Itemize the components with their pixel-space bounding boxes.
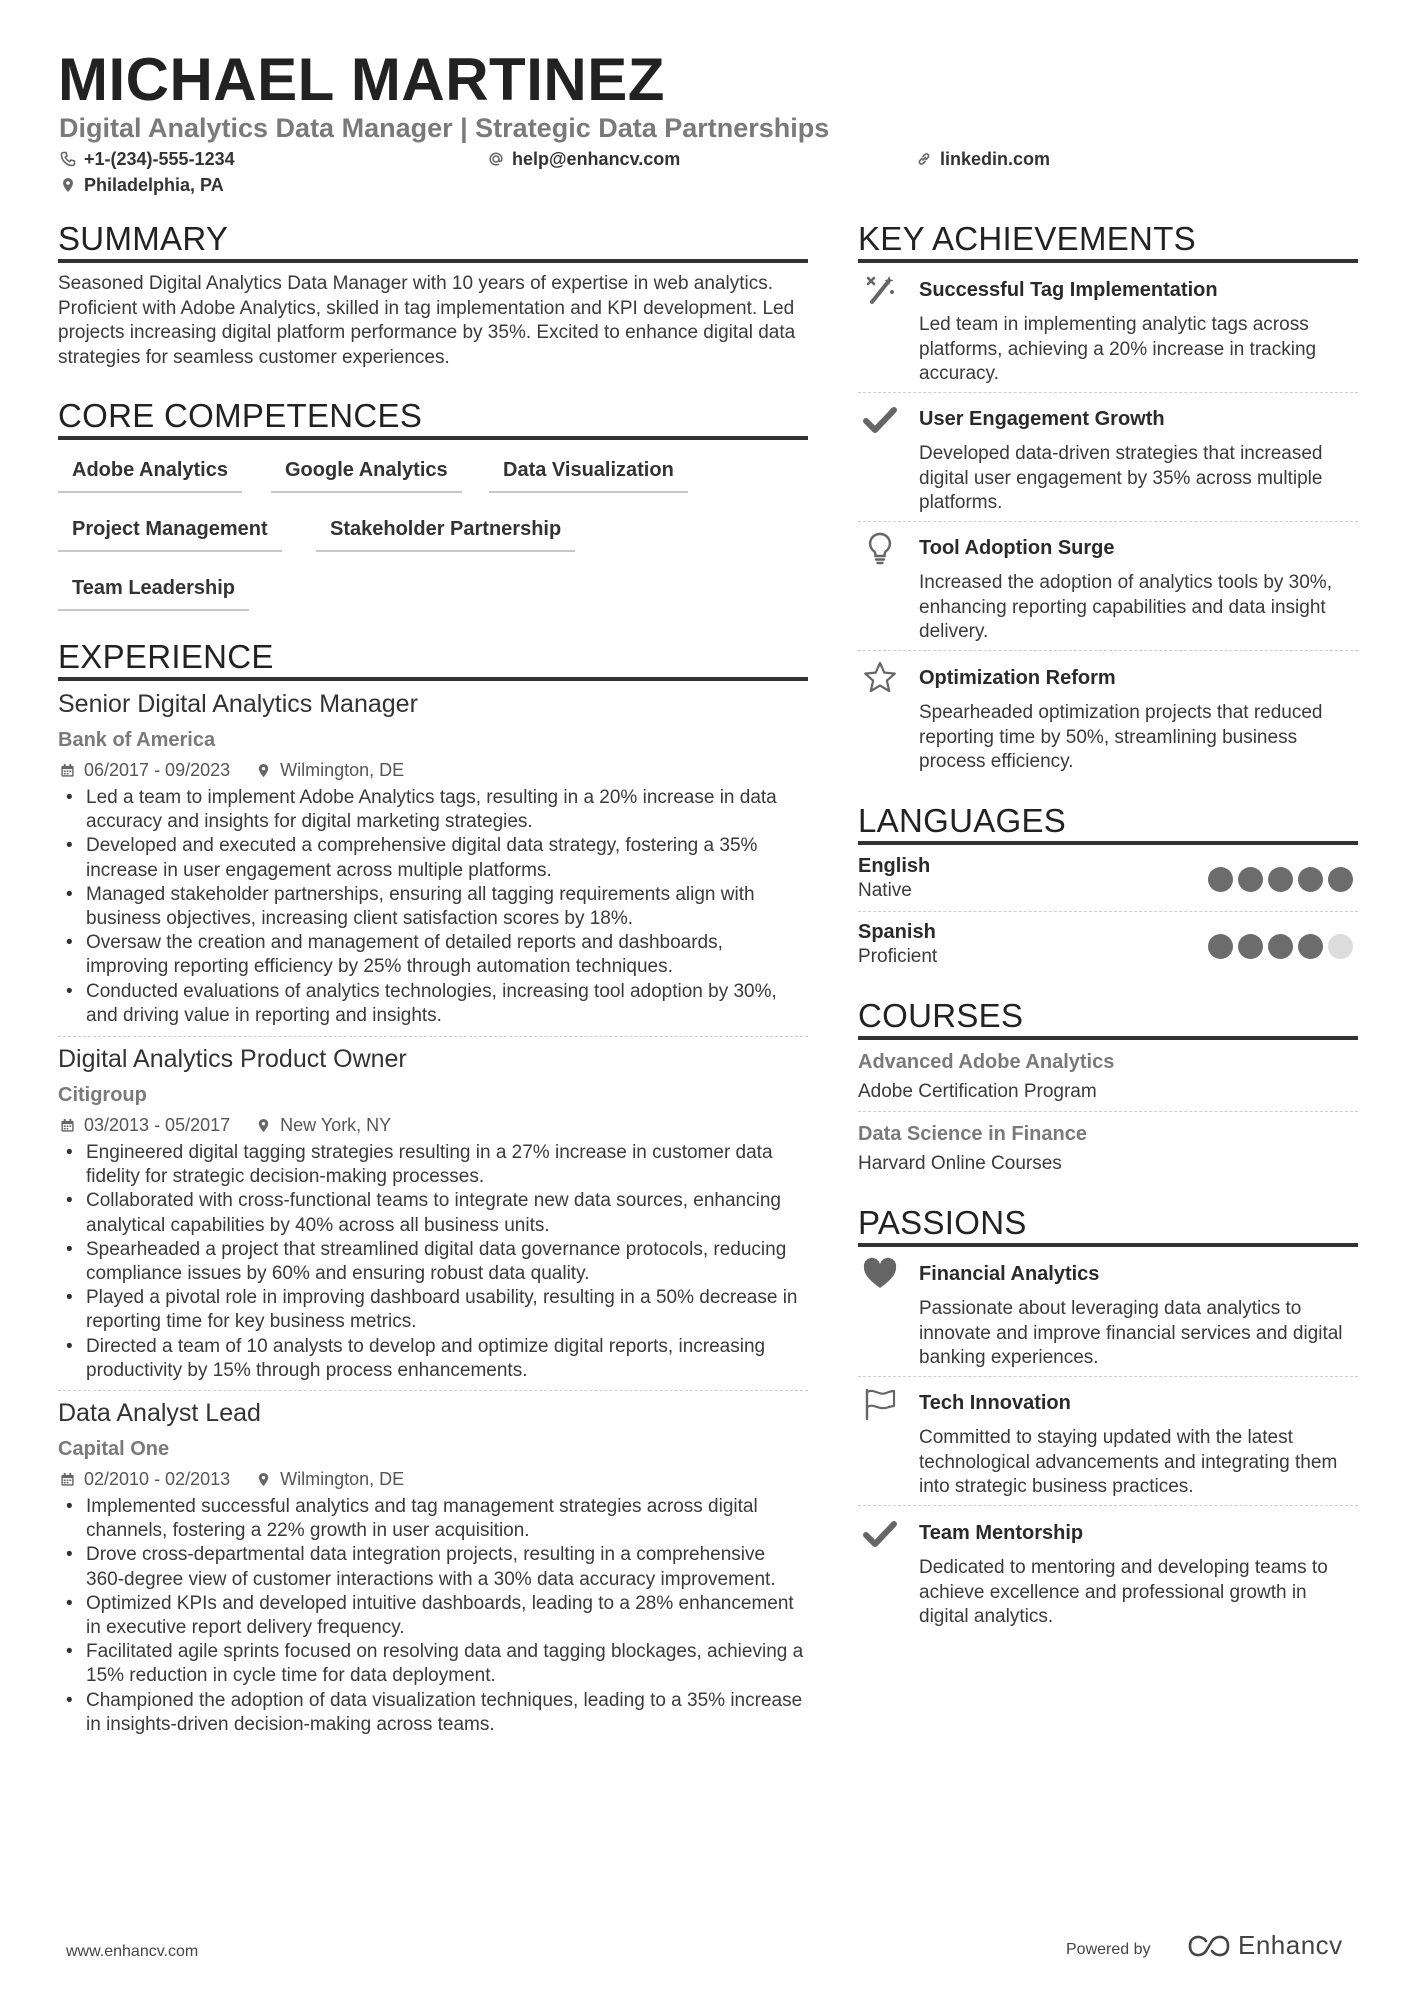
language-level: Native [858,880,912,901]
passion-description: Committed to staying updated with the latest technological advancements and integrating them into strategic business practices. [919,1427,1338,1497]
achievement-title: User Engagement Growth [919,408,1165,430]
achievement-description: Led team in implementing analytic tags across platforms, achieving a 20% increase in tracking accuracy. [919,314,1317,384]
achievement-title: Successful Tag Implementation [919,279,1218,301]
contact-location [60,174,224,196]
language-rating [1208,934,1353,959]
achievement-title: Optimization Reform [919,667,1116,689]
language-name: English [858,855,931,877]
job-company: Capital One [58,1438,170,1460]
rating-dot-filled [1328,867,1353,892]
job-location-text: New York, NY [280,1115,392,1135]
achievement-description: Spearheaded optimization projects that reduced reporting time by 50%, streamlining business process efficiency. [919,702,1323,772]
link-icon [916,151,932,167]
calendar-icon [60,1118,75,1133]
course-divider [858,1111,1358,1112]
job-dates: 02/2010 - 02/2013 [84,1469,231,1489]
job-role: Senior Digital Analytics Manager [58,690,418,718]
job-location-text: Wilmington, DE [280,1469,405,1489]
summary-text: Seasoned Digital Analytics Data Manager with 10 years of expertise in web analytics. Proficient with Adobe Analytics, skilled in tag implementation and KPI development. Led projects increasing digital platform performance by 35%. Excited to enhance digital data strategies for seamless customer experiences. [58,273,796,368]
location-pin-icon [256,1118,271,1133]
course-provider: Adobe Certification Program [858,1081,1097,1102]
competences-rule [58,436,808,440]
job-bullet: • Developed and executed a comprehensive digital data strategy, fostering a 35% increase in user engagement across multiple platforms. [58,834,808,882]
job-bullets [58,1495,808,1737]
contact-phone [60,148,235,170]
job-location-text: Wilmington, DE [280,760,405,780]
competence-chip: Stakeholder Partnership [316,514,575,552]
rating-dot-empty [1328,934,1353,959]
competence-chip: Project Management [58,514,282,552]
rating-dot-filled [1298,934,1323,959]
course-title: Data Science in Finance [858,1123,1087,1145]
location-text: Philadelphia, PA [84,175,224,195]
check-icon [862,1516,898,1552]
rating-dot-filled [1298,867,1323,892]
job-bullets [58,786,808,1028]
language-divider [858,911,1358,912]
languages-rule [858,841,1358,845]
job-bullet: • Implemented successful analytics and tag management strategies across digital channels, fostering a 22% growth in user acquisition. [58,1495,808,1543]
passion-description: Dedicated to mentoring and developing teams to achieve excellence and professional growth in digital analytics. [919,1557,1328,1627]
language-level: Proficient [858,946,938,967]
job-role: Data Analyst Lead [58,1399,261,1427]
calendar-icon [60,763,75,778]
location-pin-icon [60,177,76,193]
job-divider [58,1390,808,1391]
rating-dot-filled [1268,867,1293,892]
rating-dot-filled [1238,867,1263,892]
job-bullet: • Drove cross-departmental data integration projects, resulting in a comprehensive 360-degree view of customer interactions with a 30% data accuracy improvement. [58,1543,808,1591]
footer-powered-by: Powered by [1066,1941,1151,1958]
competences-heading: CORE COMPETENCES [58,397,423,434]
achievements-rule [858,259,1358,263]
job-bullet: • Engineered digital tagging strategies resulting in a 27% increase in customer data fidelity for strategic decision-making processes. [58,1141,808,1189]
location-pin-icon [256,763,271,778]
at-icon [488,151,504,167]
job-bullet: • Played a pivotal role in improving dashboard usability, resulting in a 50% decrease in reporting time for key business metrics. [58,1286,808,1334]
languages-heading: LANGUAGES [858,802,1067,839]
experience-rule [58,677,808,681]
achievement-title: Tool Adoption Surge [919,537,1115,559]
enhancv-logo-icon [1186,1933,1232,1959]
achievement-divider [858,392,1358,393]
summary-heading: SUMMARY [58,220,229,257]
course-title: Advanced Adobe Analytics [858,1051,1115,1073]
contact-linkedin [916,148,1050,170]
phone-text[interactable]: +1-(234)-555-1234 [84,149,235,169]
job-bullet: • Oversaw the creation and management of detailed reports and dashboards, improving reporting efficiency by 25% through automation techniques. [58,931,808,979]
candidate-name: MICHAEL MARTINEZ [58,46,665,113]
footer-website[interactable]: www.enhancv.com [66,1943,199,1960]
job-divider [58,1036,808,1037]
passion-title: Financial Analytics [919,1263,1100,1285]
passion-divider [858,1505,1358,1506]
passions-heading: PASSIONS [858,1204,1027,1241]
job-bullet: • Facilitated agile sprints focused on resolving data and tagging blockages, achieving a 15% reduction in cycle time for data deployment. [58,1640,808,1688]
courses-rule [858,1036,1358,1040]
job-dates: 06/2017 - 09/2023 [84,760,231,780]
competence-chip: Adobe Analytics [58,455,242,493]
passion-description: Passionate about leveraging data analytics to innovate and improve financial services and digital banking experiences. [919,1298,1343,1368]
rating-dot-filled [1268,934,1293,959]
job-bullet: • Championed the adoption of data visualization techniques, leading to a 35% increase in insights-driven decision-making across teams. [58,1689,808,1737]
flag-icon [862,1386,898,1422]
rating-dot-filled [1238,934,1263,959]
email-text[interactable]: help@enhancv.com [512,149,681,169]
footer-brand-text: Enhancv [1238,1930,1343,1960]
rating-dot-filled [1208,934,1233,959]
job-location [256,1114,391,1136]
job-dates: 03/2013 - 05/2017 [84,1115,231,1135]
job-location [256,759,404,781]
passion-title: Team Mentorship [919,1522,1084,1544]
job-role: Digital Analytics Product Owner [58,1045,407,1073]
job-location [256,1468,404,1490]
job-company: Bank of America [58,729,216,751]
job-bullet: • Managed stakeholder partnerships, ensuring all tagging requirements align with business objectives, increasing client satisfaction scores by 18%. [58,883,808,931]
achievement-divider [858,521,1358,522]
job-company: Citigroup [58,1084,147,1106]
passion-divider [858,1376,1358,1377]
job-bullet: • Directed a team of 10 analysts to develop and optimize digital reports, increasing productivity by 15% through process enhancements. [58,1335,808,1383]
linkedin-text[interactable]: linkedin.com [940,149,1051,169]
passions-rule [858,1243,1358,1247]
job-bullet: • Conducted evaluations of analytics technologies, increasing tool adoption by 30%, and driving value in reporting and insights. [58,980,808,1028]
heart-icon [862,1256,898,1292]
star-icon [862,660,898,696]
check-icon [862,402,898,438]
achievements-heading: KEY ACHIEVEMENTS [858,220,1196,257]
phone-icon [60,151,76,167]
courses-heading: COURSES [858,997,1024,1034]
achievement-divider [858,650,1358,651]
contact-email [488,148,680,170]
calendar-icon [60,1472,75,1487]
job-meta [60,759,404,781]
language-rating [1208,867,1353,892]
rating-dot-filled [1208,867,1233,892]
job-bullet: • Spearheaded a project that streamlined digital data governance protocols, reducing compliance issues by 60% and ensuring robust data quality. [58,1238,808,1286]
candidate-headline: Digital Analytics Data Manager | Strategic Data Partnerships [59,113,830,143]
achievement-description: Developed data-driven strategies that increased digital user engagement by 35% across multiple platforms. [919,443,1323,513]
job-meta [60,1114,391,1136]
summary-rule [58,259,808,263]
lightbulb-icon [862,531,898,567]
passion-title: Tech Innovation [919,1392,1071,1414]
competence-chip: Google Analytics [271,455,462,493]
achievement-description: Increased the adoption of analytics tools by 30%, enhancing reporting capabilities and data insight delivery. [919,572,1332,642]
language-name: Spanish [858,921,936,943]
course-provider: Harvard Online Courses [858,1153,1062,1174]
job-meta [60,1468,404,1490]
experience-heading: EXPERIENCE [58,638,274,675]
job-bullet: • Optimized KPIs and developed intuitive dashboards, leading to a 28% enhancement in executive report delivery frequency. [58,1592,808,1640]
competence-chip: Team Leadership [58,573,249,611]
magic-wand-icon [862,272,898,308]
footer-brand[interactable] [1186,1930,1343,1961]
job-bullets [58,1141,808,1383]
job-bullet: • Led a team to implement Adobe Analytics tags, resulting in a 20% increase in data accuracy and insights for digital marketing strategies. [58,786,808,834]
job-bullet: • Collaborated with cross-functional teams to integrate new data sources, enhancing analytical capabilities by 40% across all business units. [58,1189,808,1237]
competence-chip: Data Visualization [489,455,688,493]
location-pin-icon [256,1472,271,1487]
